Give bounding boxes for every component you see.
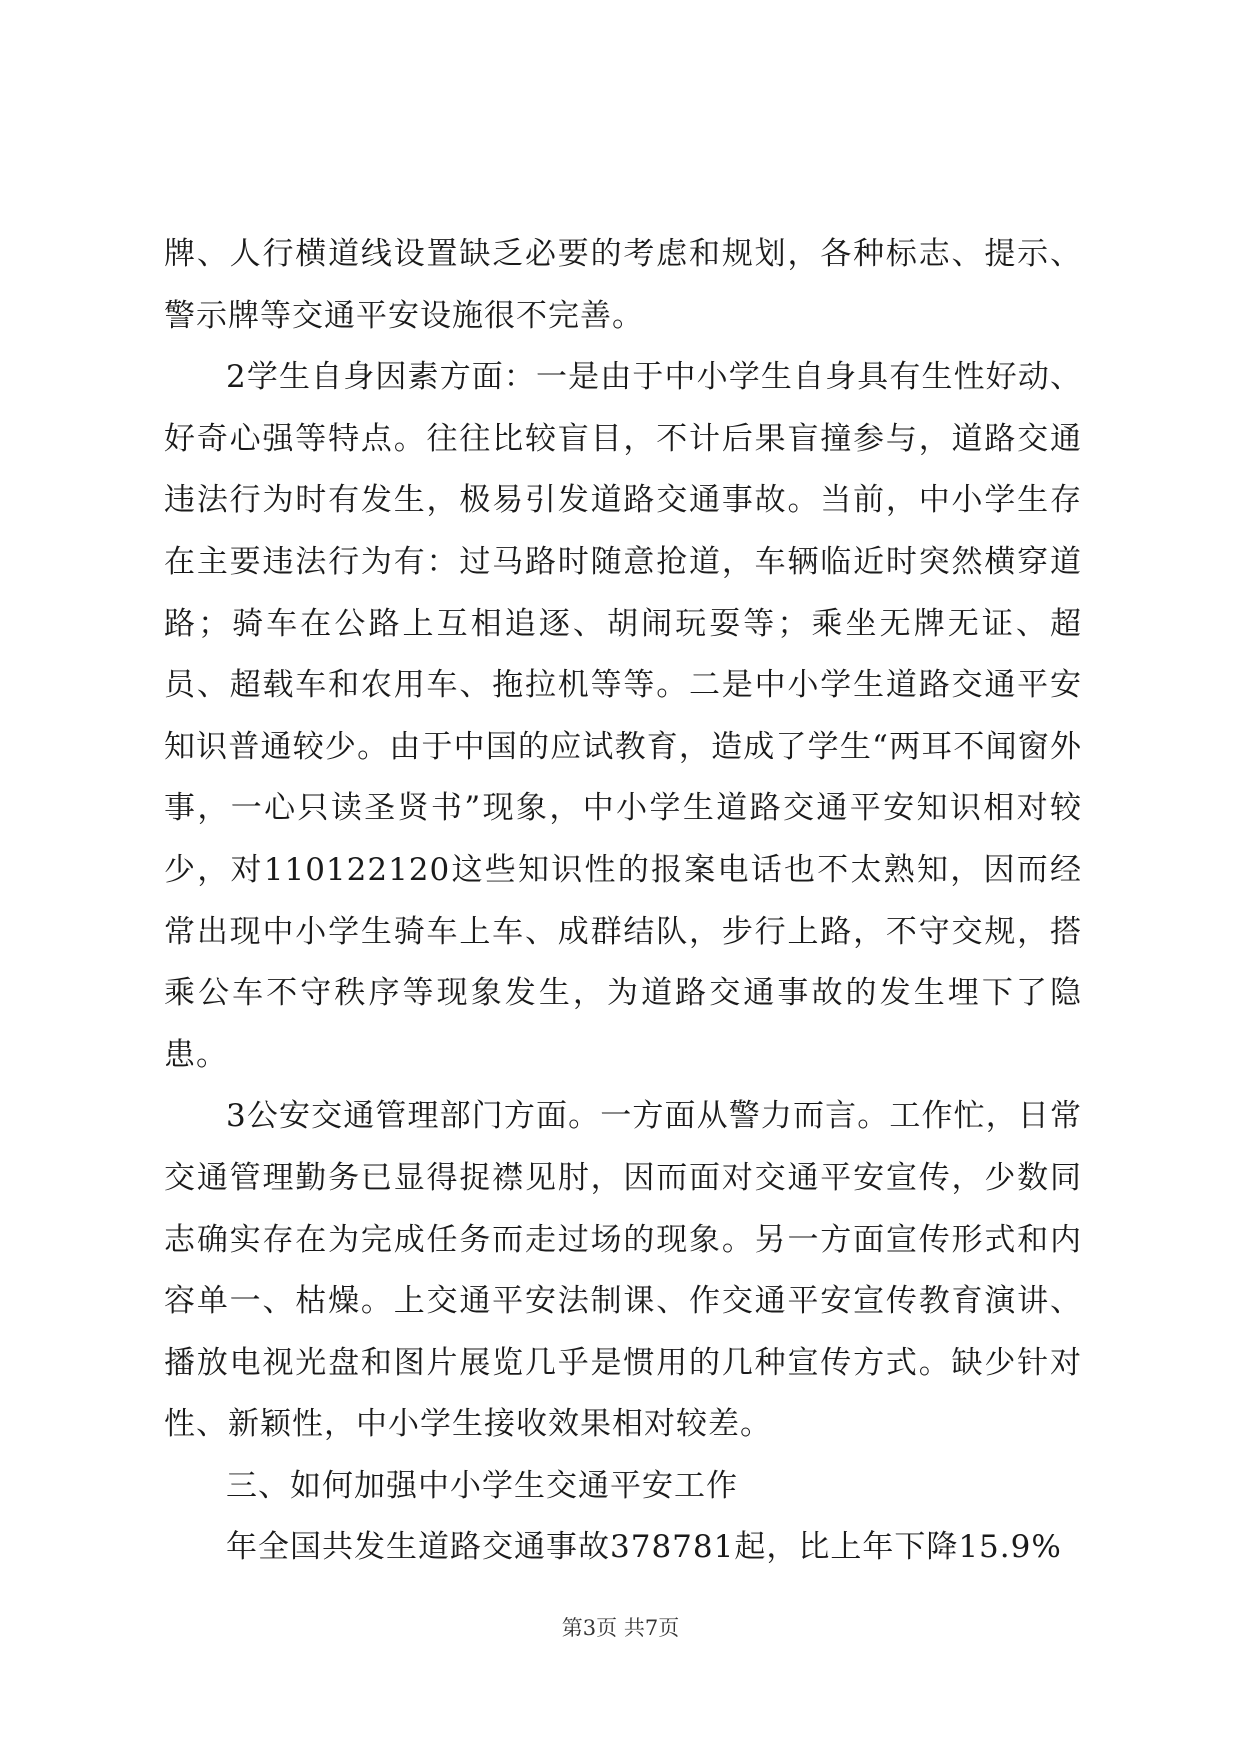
section-heading: 三、如何加强中小学生交通平安工作 (226, 1467, 738, 1504)
paragraph-continuation: 牌、人行横道线设置缺乏必要的考虑和规划，各种标志、提示、警示牌等交通平安设施很不完善。 (164, 236, 1082, 334)
page-number-footer: 第3页 共7页 (561, 1616, 680, 1640)
document-body (164, 224, 1082, 1579)
paragraph-accident-stats: 年全国共发生道路交通事故378781起，比上年下降15.9% (226, 1529, 1062, 1566)
paragraph-police-department: 3公安交通管理部门方面。一方面从警力而言。工作忙，日常交通管理勤务已显得捉襟见肘，因而面对交通平安宣传，少数同志确实存在为完成任务而走过场的现象。另一方面宣传形式和内容单一、枯燥。上交通平安法制课、作交通平安宣传教育演讲、播放电视光盘和图片展览几乎是惯用的几种宣传方式。缺少针对性、新颖性，中小学生接收效果相对较差。 (164, 1098, 1082, 1443)
paragraph-student-factors: 2学生自身因素方面：一是由于中小学生自身具有生性好动、好奇心强等特点。往往比较盲目，不计后果盲撞参与，道路交通违法行为时有发生，极易引发道路交通事故。当前，中小学生存在主要违法行为有：过马路时随意抢道，车辆临近时突然横穿道路；骑车在公路上互相追逐、胡闹玩耍等；乘坐无牌无证、超员、超载车和农用车、拖拉机等等。二是中小学生道路交通平安知识普通较少。由于中国的应试教育，造成了学生“两耳不闻窗外事，一心只读圣贤书”现象，中小学生道路交通平安知识相对较少，对110122120这些知识性的报案电话也不太熟知，因而经常出现中小学生骑车上车、成群结队，步行上路，不守交规，搭乘公车不守秩序等现象发生，为道路交通事故的发生埋下了隐患。 (164, 359, 1082, 1073)
